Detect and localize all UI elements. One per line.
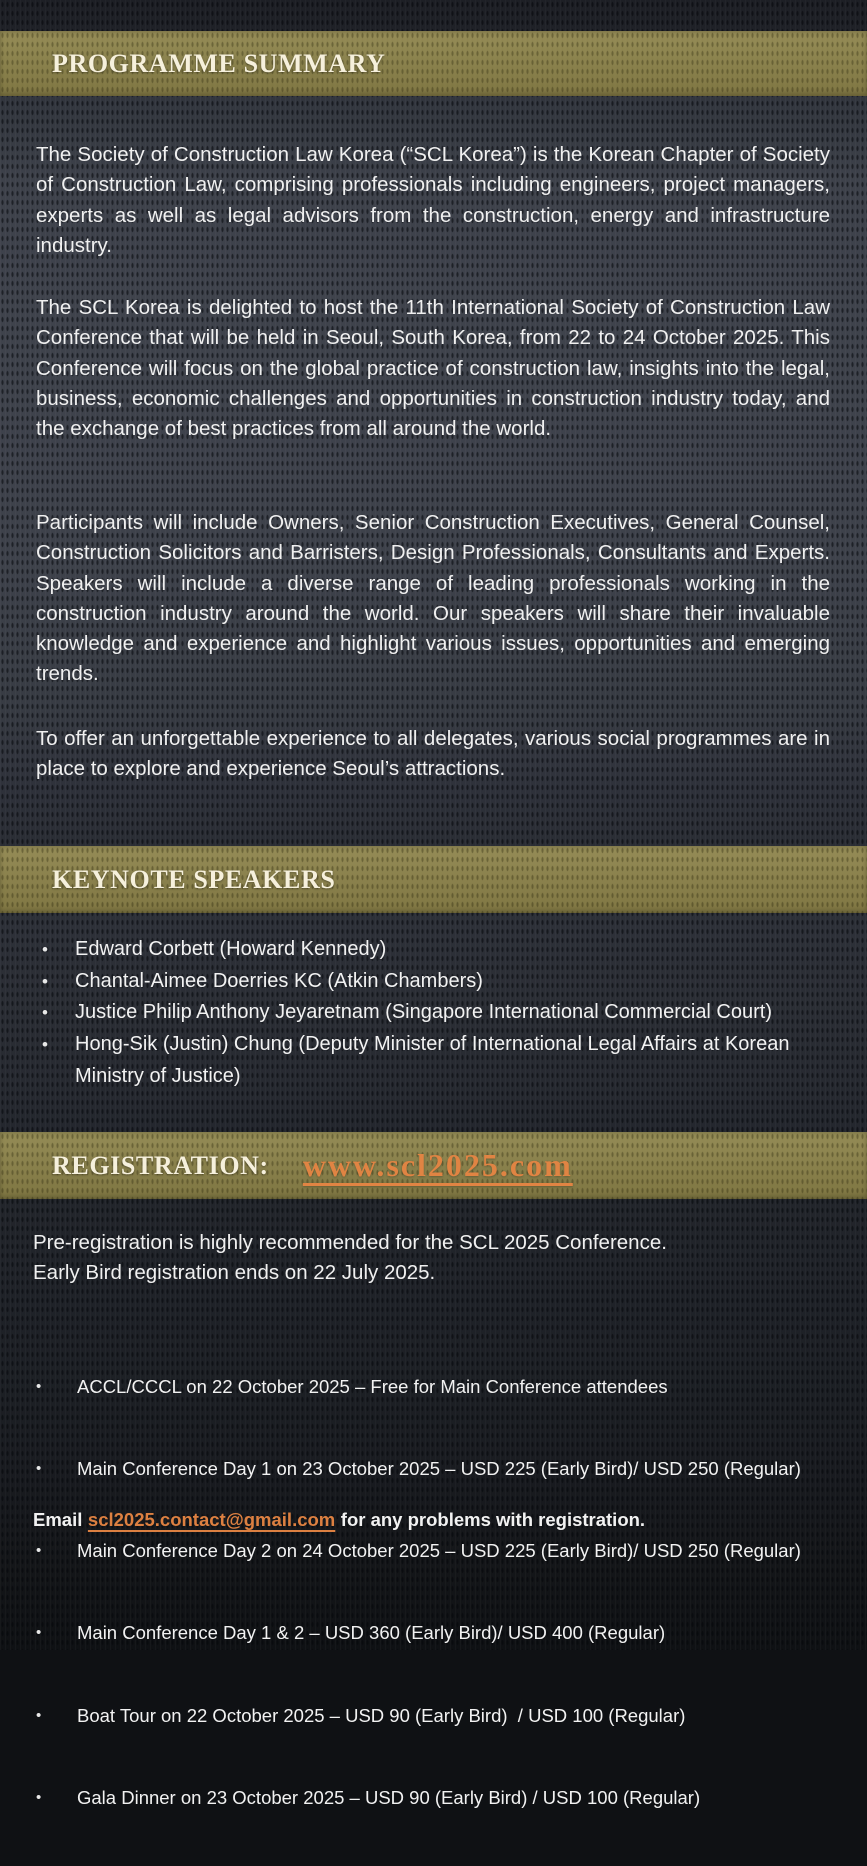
email-suffix-text: for any problems with registration.	[340, 1509, 646, 1530]
keynote-speaker-item: • Justice Philip Anthony Jeyaretnam (Singapore International Commercial Court)	[42, 997, 854, 1029]
keynote-speaker-item: • Chantal-Aimee Doerries KC (Atkin Chambers)	[42, 966, 854, 998]
registration-pricing-item: • Boat Tour on 22 October 2025 – USD 90 (Early Bird) / USD 100 (Regular)	[36, 1702, 853, 1729]
registration-heading: REGISTRATION:	[52, 1150, 269, 1180]
email-prefix-text: Email	[33, 1509, 83, 1530]
paragraph-scl-korea-intro: The Society of Construction Law Korea (“SCL Korea”) is the Korean Chapter of Society of Construction Law, comprising professionals including engineers, project managers, experts as well as legal advisors from the construction, energy and infrastructure industry.	[36, 143, 830, 257]
programme-summary-heading: PROGRAMME SUMMARY	[52, 48, 386, 78]
keynote-speaker-item: • Hong-Sik (Justin) Chung (Deputy Minister of International Legal Affairs at Korean Ministry of Justice)	[42, 1029, 854, 1092]
registration-pricing-list	[36, 1318, 853, 1866]
registration-banner	[0, 1132, 867, 1199]
registration-pricing-item: • Main Conference Day 1 & 2 – USD 360 (Early Bird)/ USD 400 (Regular)	[36, 1619, 853, 1646]
registration-pricing-item: • Gala Dinner on 23 October 2025 – USD 90 (Early Bird) / USD 100 (Regular)	[36, 1784, 853, 1811]
registration-pricing-item: • Main Conference Day 2 on 24 October 2025 – USD 225 (Early Bird)/ USD 250 (Regular)	[36, 1537, 853, 1564]
pre-registration-note: Pre-registration is highly recommended for the SCL 2025 Conference.	[33, 1231, 667, 1254]
paragraph-conference-host: The SCL Korea is delighted to host the 11th International Society of Construction Law Conference that will be held in Seoul, South Korea, from 22 to 24 October 2025. This Conference will focus on the global practice of construction law, insights into the legal, business, economic challenges and opportunities in construction industry today, and the exchange of best practices from all around the world.	[36, 296, 830, 441]
paragraph-social-programmes: To offer an unforgettable experience to all delegates, various social programmes are in place to explore and experience Seoul’s attractions.	[36, 727, 830, 781]
paragraph-participants: Participants will include Owners, Senior Construction Executives, General Counsel, Construction Solicitors and Barristers, Design Professionals, Consultants and Experts. Speakers will include a diverse range of leading professionals working in the construction industry around the world. Our speakers will share their invaluable knowledge and experience and highlight various issues, opportunities and emerging trends.	[36, 511, 830, 686]
early-bird-deadline-note: Early Bird registration ends on 22 July 2025.	[33, 1261, 436, 1284]
registration-website-link[interactable]: www.scl2025.com	[302, 1147, 573, 1183]
registration-pricing-item: • ACCL/CCCL on 22 October 2025 – Free for Main Conference attendees	[36, 1373, 853, 1400]
keynote-speakers-heading: KEYNOTE SPEAKERS	[52, 864, 336, 894]
keynote-speaker-item: • Edward Corbett (Howard Kennedy)	[42, 934, 854, 966]
keynote-speakers-list	[42, 934, 854, 1093]
programme-summary-banner	[0, 31, 867, 96]
registration-contact-line	[33, 1508, 833, 1532]
contact-email-link[interactable]: scl2025.contact@gmail.com	[87, 1509, 336, 1530]
registration-intro	[33, 1228, 833, 1288]
registration-pricing-item: • Main Conference Day 1 on 23 October 2025 – USD 225 (Early Bird)/ USD 250 (Regular)	[36, 1455, 853, 1482]
keynote-speakers-banner	[0, 846, 867, 913]
